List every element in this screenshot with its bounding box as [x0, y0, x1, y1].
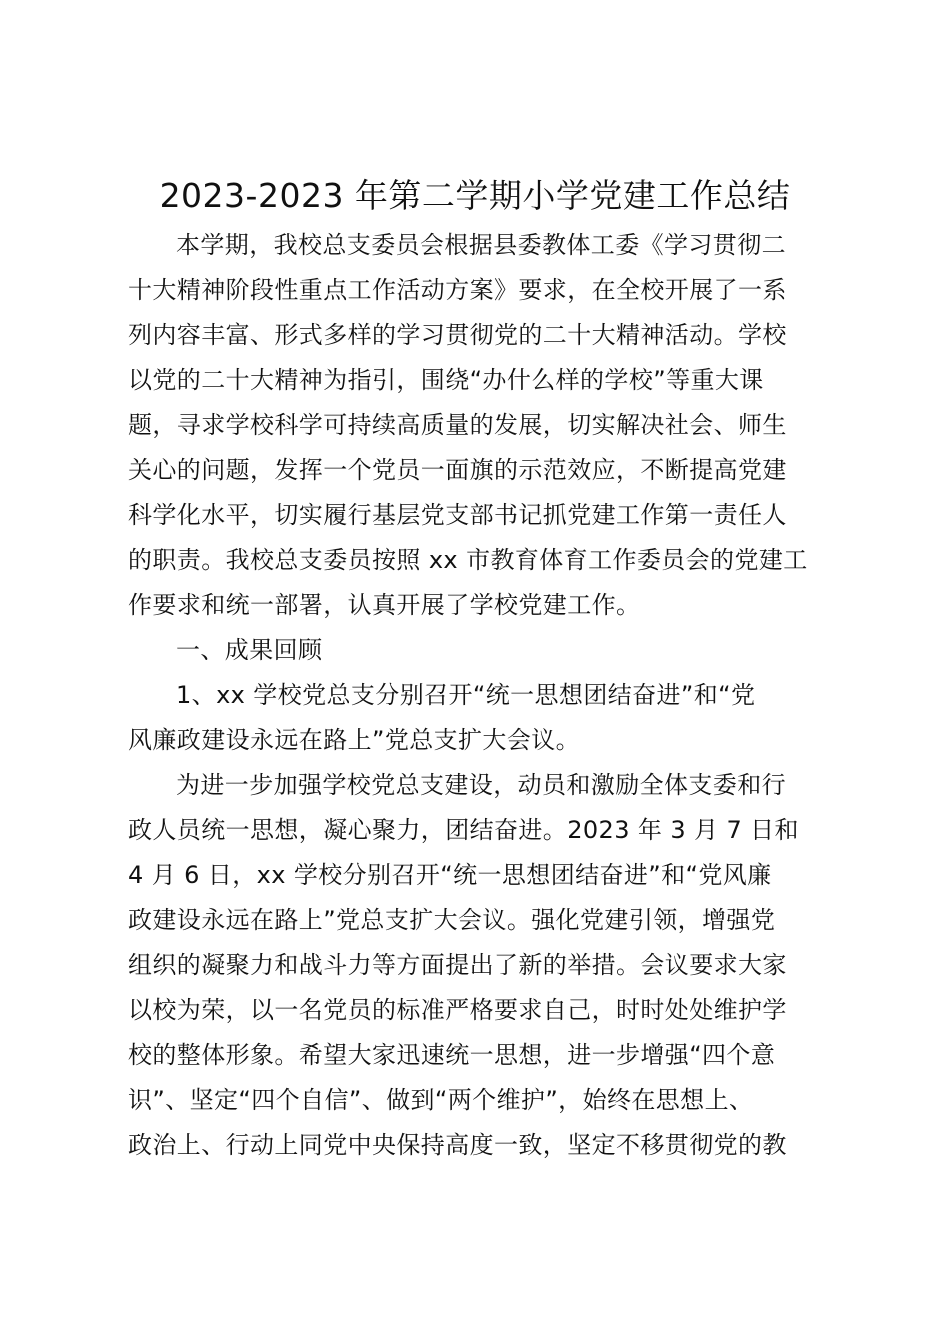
- body-line-8: 的职责。我校总支委员按照 xx 市教育体育工作委员会的党建工: [128, 546, 808, 574]
- body-line-6: 关心的问题，发挥一个党员一面旗的示范效应，不断提高党建: [128, 456, 787, 484]
- document-title: 2023-2023 年第二学期小学党建工作总结: [159, 176, 791, 215]
- body-line-15: 以校为荣，以一名党员的标准严格要求自己，时时处处维护学: [128, 996, 787, 1024]
- body-line-2: 十大精神阶段性重点工作活动方案》要求，在全校开展了一系: [128, 276, 787, 304]
- body-line-7: 科学化水平，切实履行基层党支部书记抓党建工作第一责任人: [128, 501, 787, 529]
- body-line-16: 校的整体形象。希望大家迅速统一思想，进一步增强“四个意: [128, 1041, 776, 1069]
- body-line-10: 为进一步加强学校党总支建设，动员和激励全体支委和行: [176, 771, 786, 799]
- body-line-14: 组织的凝聚力和战斗力等方面提出了新的举措。会议要求大家: [128, 951, 787, 979]
- body-line-1: 本学期，我校总支委员会根据县委教体工委《学习贯彻二: [176, 231, 786, 259]
- body-line-4: 以党的二十大精神为指引，围绕“办什么样的学校”等重大课: [128, 366, 764, 394]
- body-line-11: 政人员统一思想，凝心聚力，团结奋进。2023 年 3 月 7 日和: [128, 816, 799, 844]
- body-line-5: 题，寻求学校科学可持续高质量的发展，切实解决社会、师生: [128, 411, 787, 439]
- item-heading-line-2: 风廉政建设永远在路上”党总支扩大会议。: [128, 726, 581, 754]
- body-line-12: 4 月 6 日，xx 学校分别召开“统一思想团结奋进”和“党风廉: [128, 861, 772, 889]
- body-line-13: 政建设永远在路上”党总支扩大会议。强化党建引领，增强党: [128, 906, 776, 934]
- item-heading-line-1: 1、xx 学校党总支分别召开“统一思想团结奋进”和“党: [176, 681, 756, 709]
- section-heading: 一、成果回顾: [176, 636, 323, 664]
- body-line-9: 作要求和统一部署，认真开展了学校党建工作。: [128, 591, 641, 619]
- body-line-18: 政治上、行动上同党中央保持高度一致，坚定不移贯彻党的教: [128, 1131, 787, 1159]
- body-line-17: 识”、坚定“四个自信”、做到“两个维护”，始终在思想上、: [128, 1086, 754, 1114]
- body-line-3: 列内容丰富、形式多样的学习贯彻党的二十大精神活动。学校: [128, 321, 787, 349]
